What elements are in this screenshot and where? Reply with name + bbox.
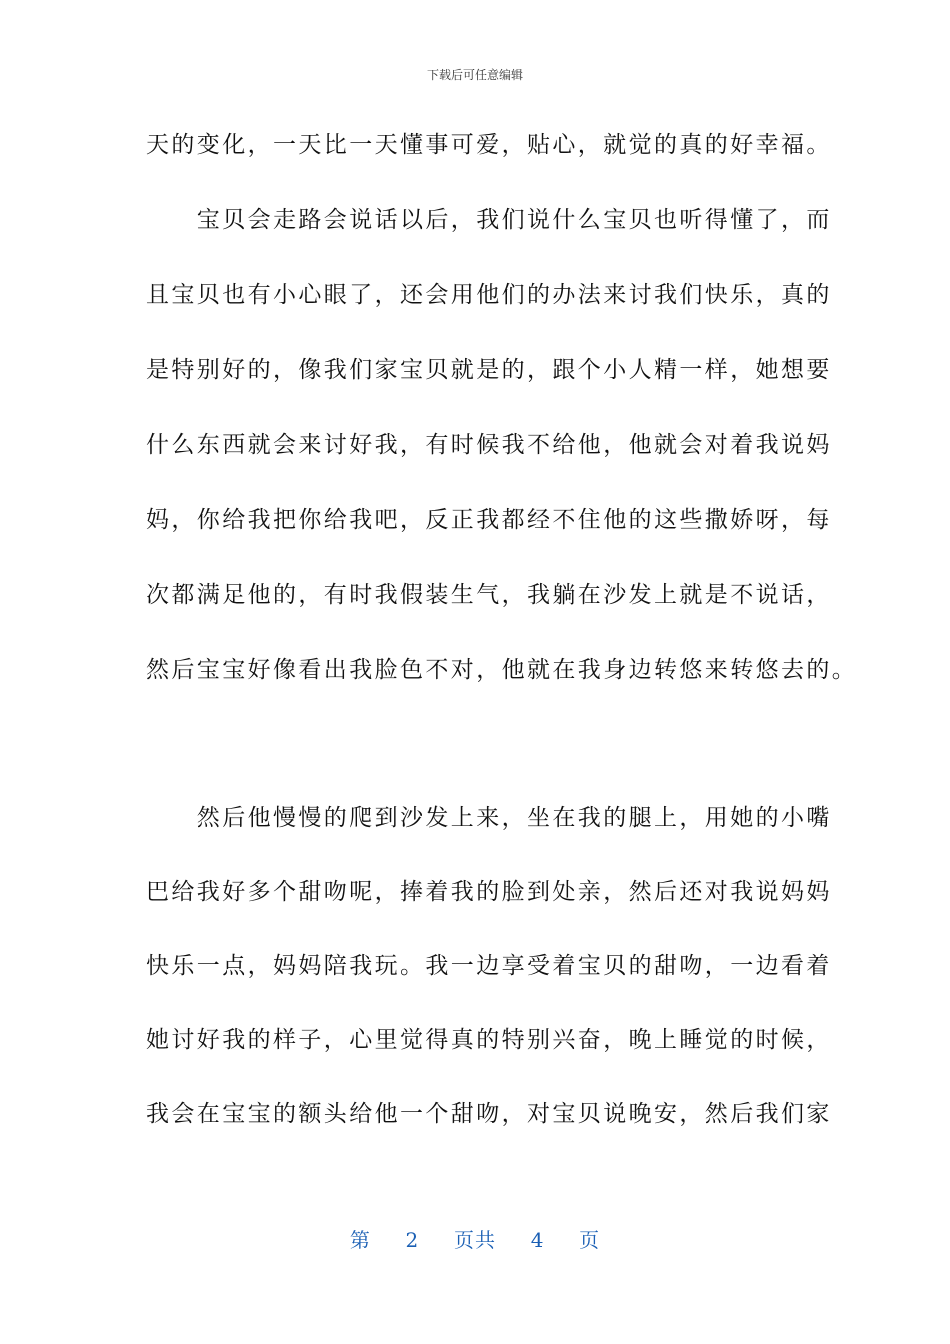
body-line: 巴给我好多个甜吻呢，捧着我的脸到处亲，然后还对我说妈妈: [146, 879, 832, 905]
body-line: 天的变化，一天比一天懂事可爱，贴心，就觉的真的好幸福。: [146, 132, 832, 158]
footer-total-pages: 4: [530, 1228, 545, 1252]
body-line: 且宝贝也有小心眼了，还会用他们的办法来讨我们快乐，真的: [146, 282, 832, 308]
footer-middle: 页共: [454, 1228, 496, 1252]
body-line: 然后他慢慢的爬到沙发上来，坐在我的腿上，用她的小嘴: [146, 805, 832, 831]
page-footer: [0, 1224, 950, 1253]
body-line: 我会在宝宝的额头给他一个甜吻，对宝贝说晚安，然后我们家: [146, 1101, 832, 1127]
body-line: 次都满足他的，有时我假装生气，我躺在沙发上就是不说话，: [146, 582, 832, 608]
body-line: 宝贝会走路会说话以后，我们说什么宝贝也听得懂了，而: [146, 207, 832, 233]
body-line: 她讨好我的样子，心里觉得真的特别兴奋，晚上睡觉的时候，: [146, 1027, 832, 1053]
footer-prefix: 第: [349, 1228, 371, 1252]
page-header: 下载后可任意编辑: [426, 68, 523, 82]
body-line: 是特别好的，像我们家宝贝就是的，跟个小人精一样，她想要: [146, 357, 832, 383]
body-line: 妈，你给我把你给我吧，反正我都经不住他的这些撒娇呀，每: [146, 507, 832, 533]
footer-suffix: 页: [579, 1228, 601, 1252]
footer-current-page: 2: [405, 1228, 420, 1252]
body-line: 什么东西就会来讨好我，有时候我不给他，他就会对着我说妈: [146, 432, 832, 458]
body-line: 然后宝宝好像看出我脸色不对，他就在我身边转悠来转悠去的。: [146, 657, 858, 683]
body-line: 快乐一点，妈妈陪我玩。我一边享受着宝贝的甜吻，一边看着: [146, 953, 832, 979]
